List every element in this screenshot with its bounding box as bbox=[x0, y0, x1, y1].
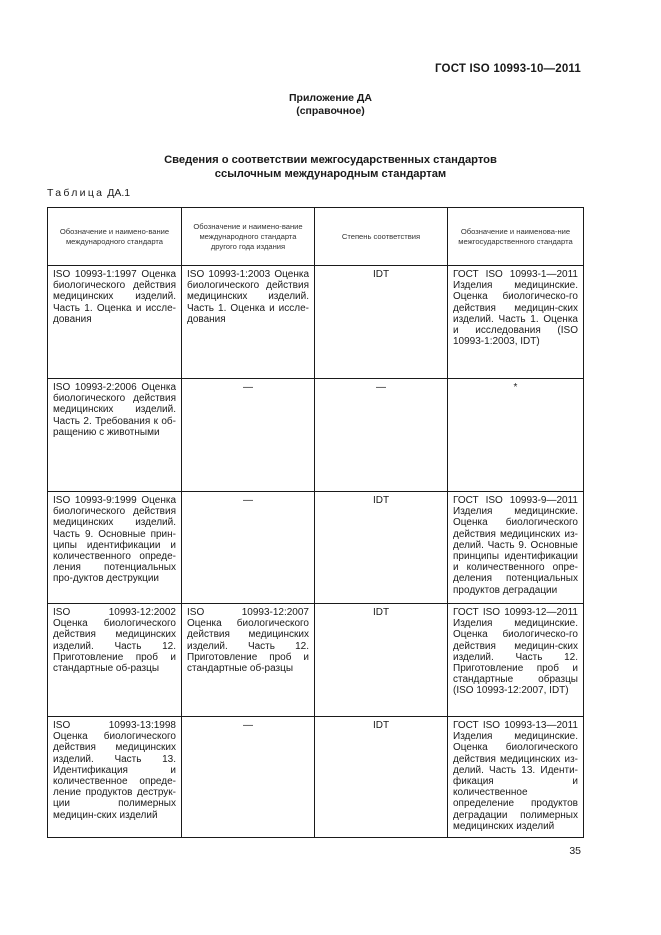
appendix-title: Приложение ДА bbox=[289, 92, 372, 104]
column-header-degree: Степень соответствия bbox=[315, 208, 448, 266]
cell-international-standard: ISO 10993-2:2006 Оценка биологического действия медицинских изделий. Часть 2. Требования к об-ращению с животными bbox=[48, 379, 182, 492]
table-row bbox=[48, 492, 584, 604]
column-header-interstate-standard: Обозначение и наименова-ние межгосударственного стандарта bbox=[448, 208, 584, 266]
table-header-row bbox=[48, 208, 584, 266]
column-header-other-year-standard: Обозначение и наимено-вание международного стандарта другого года издания bbox=[182, 208, 315, 266]
section-heading-line-2: ссылочным международным стандартам bbox=[214, 168, 447, 180]
table-row bbox=[48, 379, 584, 492]
cell-interstate-standard: ГОСТ ISO 10993-12—2011 Изделия медицинские. Оценка биологическо-го действия медицин-ских изделий. Часть 12. Приготовление проб и стандартные образцы (ISO 10993-12:2007, IDT) bbox=[448, 604, 584, 717]
cell-other-year-standard: — bbox=[182, 492, 315, 604]
appendix-subtitle: (справочное) bbox=[296, 105, 365, 117]
cell-interstate-standard: ГОСТ ISO 10993-1—2011 Изделия медицинские. Оценка биологическо-го действия медицин-ских изделий. Часть 1. Оценка и исследования (ISO 10993-1:2003, IDT) bbox=[448, 266, 584, 379]
cell-interstate-standard: ГОСТ ISO 10993-13—2011 Изделия медицинские. Оценка биологического действия медицинских из-делий. Часть 13. Иденти-фикация и количественное определение продуктов деградации полимерных медицинских изделий bbox=[448, 717, 584, 838]
cell-international-standard: ISO 10993-13:1998 Оценка биологического действия медицинских изделий. Часть 13. Идентификация и количественное опреде-ление продуктов деструк-ции полимерных медицин-ских изделий bbox=[48, 717, 182, 838]
cell-other-year-standard: ISO 10993-12:2007 Оценка биологического действия медицинских изделий. Часть 12. Приготовление проб и стандартные об-разцы bbox=[182, 604, 315, 717]
table-caption bbox=[47, 187, 130, 199]
table-row bbox=[48, 717, 584, 838]
table-row bbox=[48, 604, 584, 717]
section-heading-line-1: Сведения о соответствии межгосударственных стандартов bbox=[164, 154, 497, 166]
cell-interstate-standard: ГОСТ ISO 10993-9—2011 Изделия медицинские. Оценка биологического действия медицинских из-делий. Часть 9. Основные принципы идентификации и количественного опре-деления потенциальных продуктов деградации bbox=[448, 492, 584, 604]
cell-other-year-standard: — bbox=[182, 717, 315, 838]
cell-interstate-standard: * bbox=[448, 379, 584, 492]
cell-degree: — bbox=[315, 379, 448, 492]
document-code: ГОСТ ISO 10993-10—2011 bbox=[434, 63, 581, 75]
section-heading bbox=[0, 153, 661, 181]
cell-degree: IDT bbox=[315, 604, 448, 717]
cell-international-standard: ISO 10993-9:1999 Оценка биологического действия медицинских изделий. Часть 9. Основные прин-ципы идентификации и количественного опреде-ления потенциальных про-дуктов деструкции bbox=[48, 492, 182, 604]
appendix-title-block bbox=[0, 92, 661, 118]
cell-international-standard: ISO 10993-1:1997 Оценка биологического действия медицинских изделий. Часть 1. Оценка и иссле-дования bbox=[48, 266, 182, 379]
cell-international-standard: ISO 10993-12:2002 Оценка биологического действия медицинских изделий. Часть 12. Приготовление проб и стандартные об-разцы bbox=[48, 604, 182, 717]
cell-other-year-standard: — bbox=[182, 379, 315, 492]
page-number: 35 bbox=[569, 845, 581, 857]
cell-degree: IDT bbox=[315, 717, 448, 838]
table-row bbox=[48, 266, 584, 379]
cell-degree: IDT bbox=[315, 492, 448, 604]
cell-degree: IDT bbox=[315, 266, 448, 379]
correspondence-table bbox=[47, 207, 584, 838]
table-caption-number: ДА.1 bbox=[107, 187, 131, 199]
column-header-international-standard: Обозначение и наимено-вание международного стандарта bbox=[48, 208, 182, 266]
table-caption-word: Таблица bbox=[47, 187, 105, 199]
cell-other-year-standard: ISO 10993-1:2003 Оценка биологического действия медицинских изделий. Часть 1. Оценка и иссле-дования bbox=[182, 266, 315, 379]
